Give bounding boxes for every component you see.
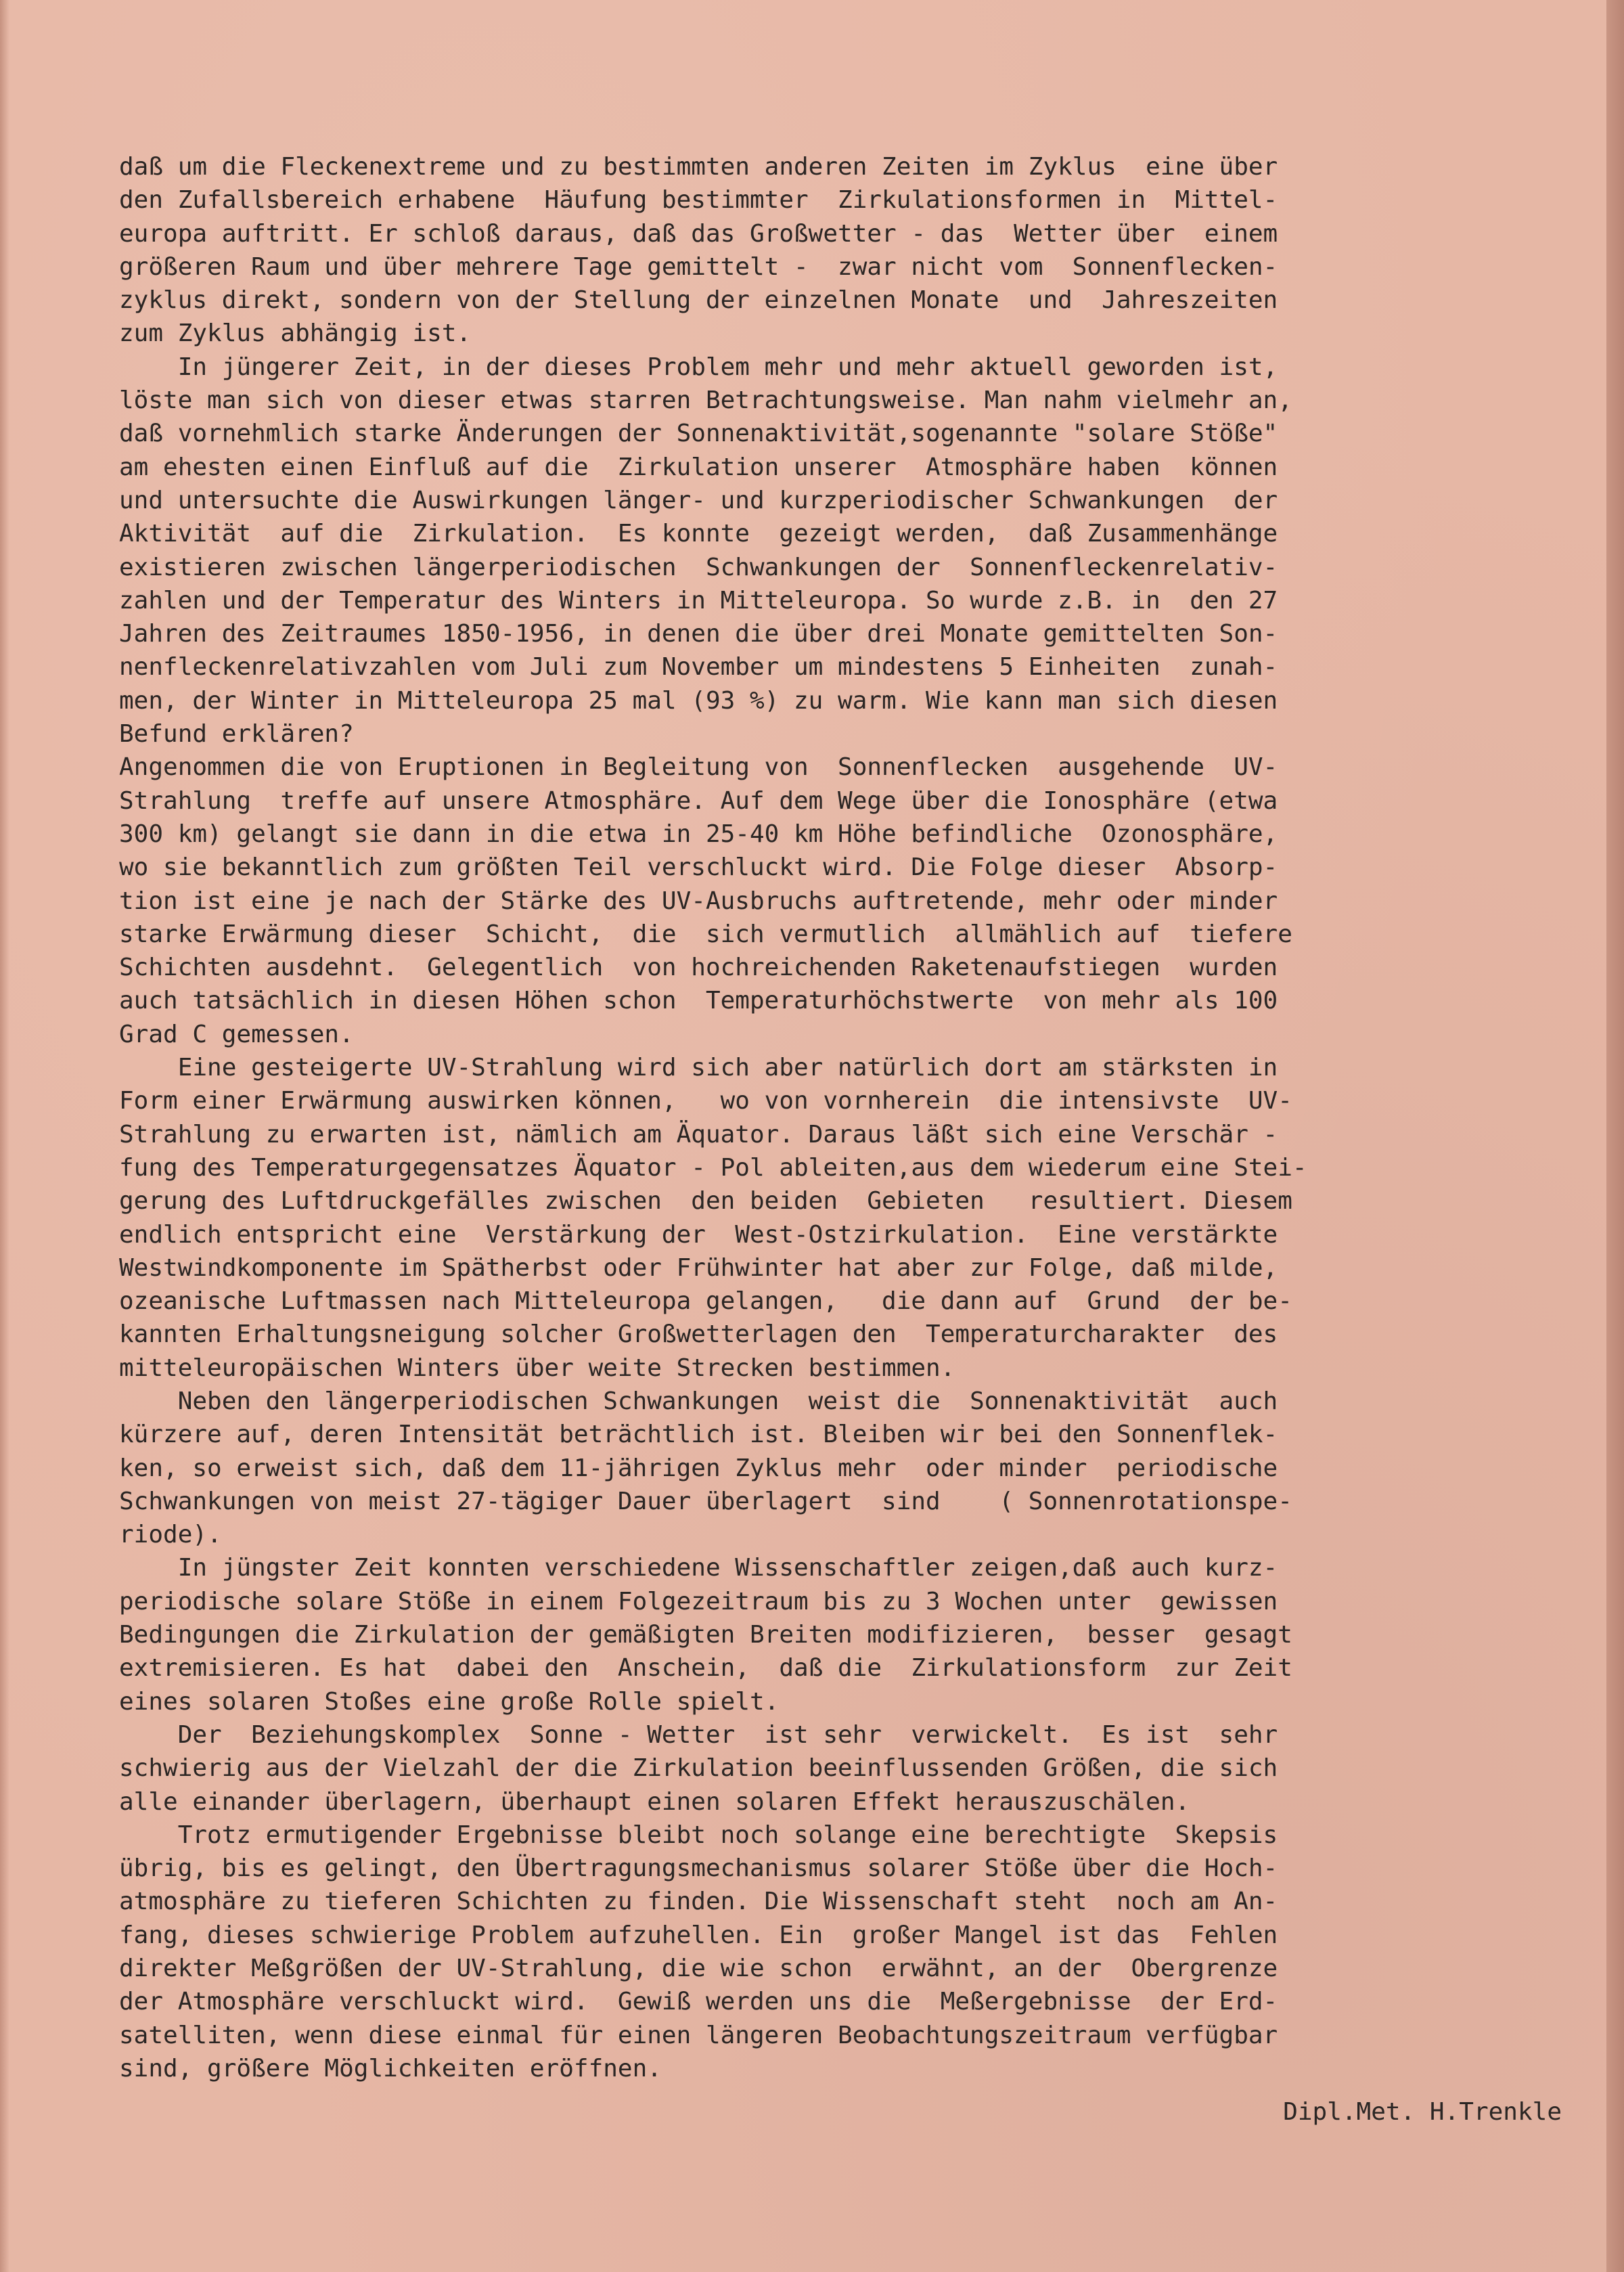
text-line: kannten Erhaltungsneigung solcher Großwetterlagen den Temperaturcharakter des: [119, 1320, 1278, 1349]
text-line: zyklus direkt, sondern von der Stellung der einzelnen Monate und Jahreszeiten: [119, 286, 1278, 315]
text-line: sind, größere Möglichkeiten eröffnen.: [119, 2054, 662, 2082]
text-line: riode).: [119, 1521, 222, 1549]
text-line: Grad C gemessen.: [119, 1020, 354, 1048]
text-line: zum Zyklus abhängig ist.: [119, 319, 472, 348]
text-line: satelliten, wenn diese einmal für einen längeren Beobachtungszeitraum verfügbar: [119, 2021, 1278, 2049]
text-line: kürzere auf, deren Intensität beträchtlich ist. Bleiben wir bei den Sonnenflek-: [119, 1421, 1278, 1449]
text-line: den Zufallsbereich erhabene Häufung bestimmter Zirkulationsformen in Mittel-: [119, 186, 1278, 215]
text-line: wo sie bekanntlich zum größten Teil verschluckt wird. Die Folge dieser Absorp-: [119, 853, 1278, 882]
text-line: Strahlung zu erwarten ist, nämlich am Äquator. Daraus läßt sich eine Verschär -: [119, 1120, 1278, 1149]
text-line: In jüngerer Zeit, in der dieses Problem mehr und mehr aktuell geworden ist,: [119, 353, 1278, 381]
text-line: 300 km) gelangt sie dann in die etwa in 25-40 km Höhe befindliche Ozonosphäre,: [119, 820, 1278, 848]
text-line: ken, so erweist sich, daß dem 11-jährigen Zyklus mehr oder minder periodische: [119, 1454, 1278, 1482]
text-line: Neben den längerperiodischen Schwankungen weist die Sonnenaktivität auch: [119, 1387, 1278, 1415]
text-line: auch tatsächlich in diesen Höhen schon Temperaturhöchstwerte von mehr als 100: [119, 987, 1278, 1015]
text-line: und untersuchte die Auswirkungen länger- und kurzperiodischer Schwankungen der: [119, 486, 1278, 514]
text-line: periodische solare Stöße in einem Folgezeitraum bis zu 3 Wochen unter gewissen: [119, 1587, 1278, 1616]
text-line: direkter Meßgrößen der UV-Strahlung, die wie schon erwähnt, an der Obergrenze: [119, 1955, 1278, 1983]
text-line: nenfleckenrelativzahlen vom Juli zum November um mindestens 5 Einheiten zunah-: [119, 653, 1278, 682]
text-line: europa auftritt. Er schloß daraus, daß das Großwetter - das Wetter über einem: [119, 219, 1278, 248]
text-line: Strahlung treffe auf unsere Atmosphäre. Auf dem Wege über die Ionosphäre (etwa: [119, 786, 1278, 815]
text-line: alle einander überlagern, überhaupt einen solaren Effekt herauszuschälen.: [119, 1787, 1190, 1816]
text-line: starke Erwärmung dieser Schicht, die sich vermutlich allmählich auf tiefere: [119, 920, 1292, 948]
text-line: übrig, bis es gelingt, den Übertragungsmechanismus solarer Stöße über die Hoch-: [119, 1854, 1278, 1883]
text-line: endlich entspricht eine Verstärkung der West-Ostzirkulation. Eine verstärkte: [119, 1220, 1278, 1249]
text-line: In jüngster Zeit konnten verschiedene Wissenschaftler zeigen,daß auch kurz-: [119, 1554, 1278, 1582]
text-line: ozeanische Luftmassen nach Mitteleuropa gelangen, die dann auf Grund der be-: [119, 1287, 1292, 1316]
text-line: existieren zwischen längerperiodischen Schwankungen der Sonnenfleckenrelativ-: [119, 553, 1278, 581]
text-line: Bedingungen die Zirkulation der gemäßigten Breiten modifizieren, besser gesagt: [119, 1621, 1292, 1649]
text-line: daß um die Fleckenextreme und zu bestimmten anderen Zeiten im Zyklus eine über: [119, 153, 1278, 181]
page-edge-right: [1606, 0, 1624, 2272]
text-line: daß vornehmlich starke Änderungen der Sonnenaktivität,sogenannte "solare Stöße": [119, 420, 1278, 448]
text-line: men, der Winter in Mitteleuropa 25 mal (93 %) zu warm. Wie kann man sich diesen: [119, 686, 1278, 715]
text-line: Westwindkomponente im Spätherbst oder Frühwinter hat aber zur Folge, daß milde,: [119, 1253, 1278, 1282]
text-line: atmosphäre zu tieferen Schichten zu finden. Die Wissenschaft steht noch am An-: [119, 1888, 1278, 1916]
text-line: der Atmosphäre verschluckt wird. Gewiß werden uns die Meßergebnisse der Erd-: [119, 1988, 1278, 2016]
text-line: extremisieren. Es hat dabei den Anschein, daß die Zirkulationsform zur Zeit: [119, 1654, 1292, 1683]
text-line: fang, dieses schwierige Problem aufzuhellen. Ein großer Mangel ist das Fehlen: [119, 1921, 1278, 1949]
text-line: Form einer Erwärmung auswirken können, wo von vornherein die intensivste UV-: [119, 1087, 1292, 1115]
text-line: Eine gesteigerte UV-Strahlung wird sich aber natürlich dort am stärksten in: [119, 1054, 1278, 1082]
text-line: zahlen und der Temperatur des Winters in Mitteleuropa. So wurde z.B. in den 27: [119, 586, 1278, 615]
text-line: mitteleuropäischen Winters über weite Strecken bestimmen.: [119, 1354, 955, 1382]
text-line: schwierig aus der Vielzahl der die Zirkulation beeinflussenden Größen, die sich: [119, 1754, 1278, 1783]
text-line: tion ist eine je nach der Stärke des UV-Ausbruchs auftretende, mehr oder minder: [119, 887, 1278, 915]
article-body: [119, 150, 1567, 2085]
text-line: Schichten ausdehnt. Gelegentlich von hochreichenden Raketenaufstiegen wurden: [119, 954, 1278, 982]
text-line: Trotz ermutigender Ergebnisse bleibt noch solange eine berechtigte Skepsis: [119, 1821, 1278, 1849]
text-line: Angenommen die von Eruptionen in Begleitung von Sonnenflecken ausgehende UV-: [119, 753, 1278, 782]
text-line: Der Beziehungskomplex Sonne - Wetter ist sehr verwickelt. Es ist sehr: [119, 1720, 1278, 1749]
author-signature: Dipl.Met. H.Trenkle: [1283, 2098, 1562, 2126]
text-line: fung des Temperaturgegensatzes Äquator - Pol ableiten,aus dem wiederum eine Stei-: [119, 1153, 1307, 1182]
text-line: eines solaren Stoßes eine große Rolle spielt.: [119, 1687, 780, 1716]
text-line: Schwankungen von meist 27-tägiger Dauer überlagert sind ( Sonnenrotationspe-: [119, 1487, 1292, 1515]
text-line: Aktivität auf die Zirkulation. Es konnte gezeigt werden, daß Zusammenhänge: [119, 520, 1278, 548]
text-line: Jahren des Zeitraumes 1850-1956, in denen die über drei Monate gemittelten Son-: [119, 620, 1278, 648]
text-line: gerung des Luftdruckgefälles zwischen den beiden Gebieten resultiert. Diesem: [119, 1187, 1292, 1216]
text-line: löste man sich von dieser etwas starren Betrachtungsweise. Man nahm vielmehr an,: [119, 386, 1292, 415]
text-line: größeren Raum und über mehrere Tage gemittelt - zwar nicht vom Sonnenflecken-: [119, 252, 1278, 281]
page-edge-left: [0, 0, 9, 2272]
text-line: Befund erklären?: [119, 720, 354, 749]
text-line: am ehesten einen Einfluß auf die Zirkulation unserer Atmosphäre haben können: [119, 453, 1278, 481]
